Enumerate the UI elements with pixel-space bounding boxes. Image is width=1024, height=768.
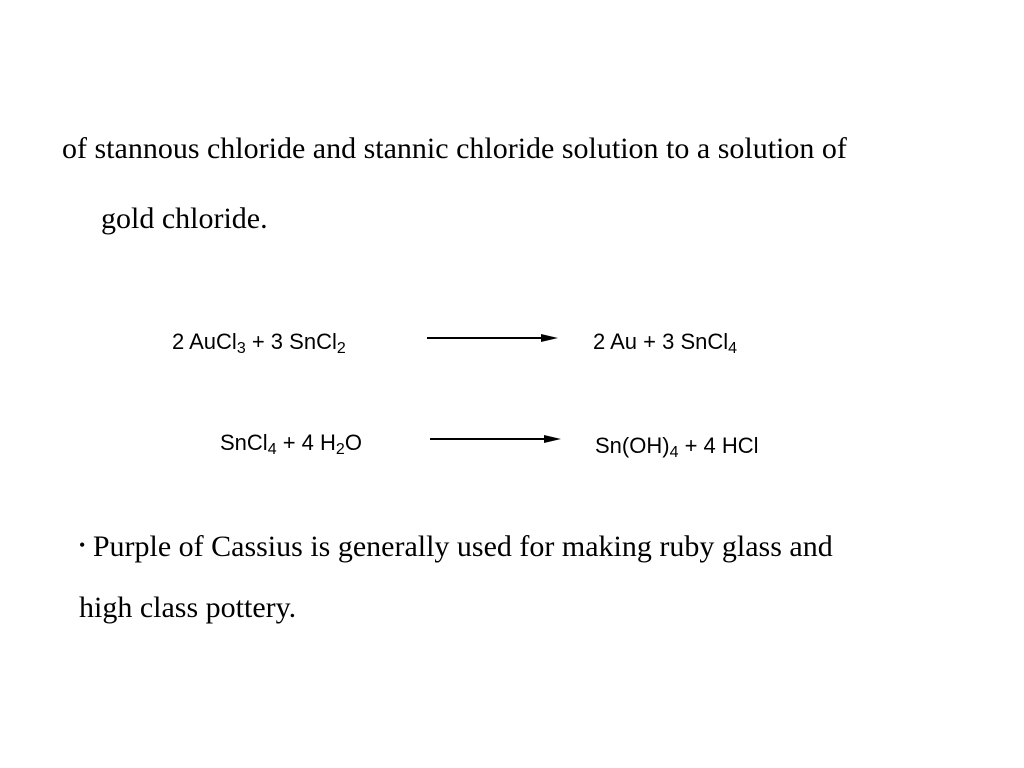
- formula-subscript: 4: [728, 340, 738, 357]
- formula-subscript: 4: [267, 441, 277, 458]
- equation-2-reactants: [220, 430, 362, 458]
- bullet-text-1: Purple of Cassius is generally used for making ruby glass and: [92, 530, 833, 563]
- formula-text: + 4 HCl: [678, 433, 759, 458]
- bullet-icon: •: [79, 535, 86, 555]
- intro-line-2: gold chloride.: [101, 202, 268, 235]
- formula-subscript: 2: [335, 441, 345, 458]
- formula-subscript: 2: [336, 340, 346, 357]
- bullet-line-1: [79, 532, 833, 562]
- equation-1-arrow-icon: [425, 330, 560, 346]
- bullet-line-2: high class pottery.: [79, 591, 297, 624]
- formula-text: O: [344, 430, 362, 455]
- formula-text: SnCl: [220, 430, 268, 455]
- equation-1-reactants: [172, 329, 346, 357]
- formula-text: 2 AuCl: [172, 329, 237, 354]
- equation-1-products: [593, 329, 738, 357]
- formula-subscript: 3: [236, 340, 246, 357]
- formula-text: + 4 H: [276, 430, 336, 455]
- formula-subscript: 4: [669, 444, 679, 461]
- equation-2-products: [595, 433, 759, 461]
- equation-2-arrow-icon: [428, 431, 563, 447]
- intro-line-1: of stannous chloride and stannic chloride solution to a solution of: [62, 132, 847, 165]
- formula-text: 2 Au + 3 SnCl: [593, 329, 729, 354]
- formula-text: + 3 SnCl: [245, 329, 337, 354]
- formula-text: Sn(OH): [595, 433, 670, 458]
